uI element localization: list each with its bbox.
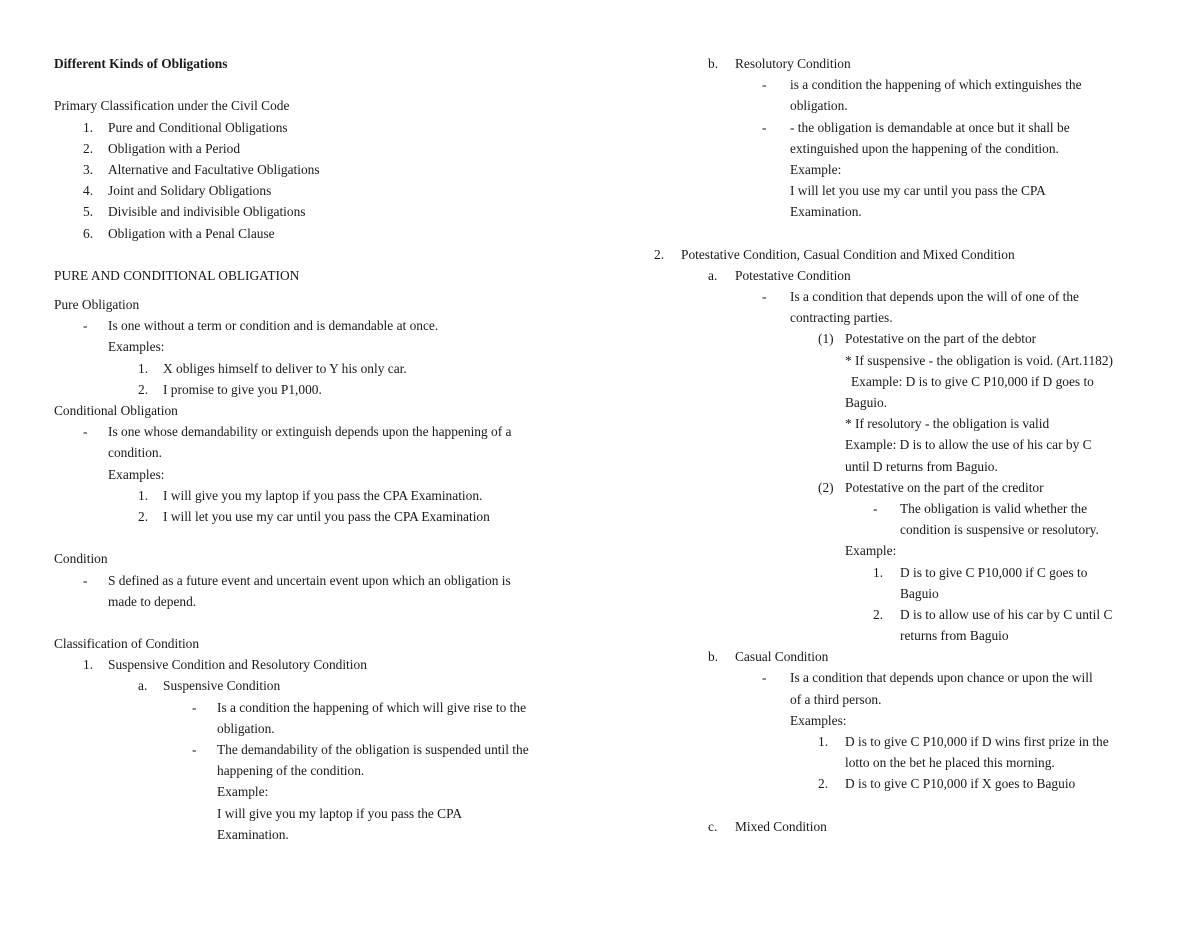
potestative-heading: a. Potestative Condition xyxy=(708,267,851,283)
list-item-cont: condition is suspensive or resolutory. xyxy=(900,522,1099,538)
list-item-cont: Baguio xyxy=(900,585,939,601)
list-item: 1. Pure and Conditional Obligations xyxy=(83,119,288,135)
pure-obligation-heading: Pure Obligation xyxy=(54,297,140,313)
list-item: - Is a condition that depends upon the will of one of the xyxy=(762,289,1079,305)
list-item: 2. I promise to give you P1,000. xyxy=(138,381,322,397)
list-item: 2. I will let you use my car until you pass the CPA Examination xyxy=(138,508,490,524)
list-item: 2. Potestative Condition, Casual Condition and Mixed Condition xyxy=(654,246,1015,262)
pure-obligation-definition: - Is one without a term or condition and is demandable at once. xyxy=(83,318,439,334)
list-item: - - the obligation is demandable at once but it shall be xyxy=(762,119,1070,135)
document-title: Different Kinds of Obligations xyxy=(54,56,228,71)
debtor-resolutory-example: Example: D is to allow the use of his car by C xyxy=(845,437,1092,453)
list-item-cont: extinguished upon the happening of the condition. xyxy=(790,140,1059,156)
list-item-cont: happening of the condition. xyxy=(217,763,365,779)
primary-classification-heading: Primary Classification under the Civil Code xyxy=(54,98,290,114)
example-label: Example: xyxy=(845,543,897,559)
list-item: 1. I will give you my laptop if you pass the CPA Examination. xyxy=(138,487,483,503)
example-text: I will let you use my car until you pass the CPA xyxy=(790,183,1046,199)
example-text-cont: Examination. xyxy=(790,204,862,220)
examples-label: Examples: xyxy=(790,712,847,728)
classification-heading: Classification of Condition xyxy=(54,636,200,652)
list-item: 2. D is to allow use of his car by C until C xyxy=(873,606,1113,622)
list-item: - Is a condition that depends upon chance or upon the will xyxy=(762,670,1093,686)
left-column xyxy=(54,53,594,845)
list-item: - is a condition the happening of which extinguishes the xyxy=(762,77,1082,93)
list-item: 6. Obligation with a Penal Clause xyxy=(83,225,275,241)
list-item: 1. D is to give C P10,000 if D wins first prize in the xyxy=(818,734,1109,749)
list-item: 1. Suspensive Condition and Resolutory Condition xyxy=(83,657,367,673)
example-text: I will give you my laptop if you pass the CPA xyxy=(217,805,462,821)
debtor-heading: (1) Potestative on the part of the debtor xyxy=(818,331,1037,347)
suspensive-heading: a. Suspensive Condition xyxy=(138,678,281,694)
examples-label: Examples: xyxy=(108,339,165,355)
list-item-cont: contracting parties. xyxy=(790,310,893,326)
condition-definition: - S defined as a future event and uncertain event upon which an obligation is xyxy=(83,572,511,588)
conditional-definition: - Is one whose demandability or extinguish depends upon the happening of a xyxy=(83,424,512,440)
list-item: 5. Divisible and indivisible Obligations xyxy=(83,204,306,220)
example-label: Example: xyxy=(790,161,842,177)
list-item-cont: obligation. xyxy=(217,720,275,736)
example-label: Example: xyxy=(217,784,269,800)
casual-heading: b. Casual Condition xyxy=(708,649,829,665)
list-item: 1. X obliges himself to deliver to Y his only car. xyxy=(138,360,407,376)
list-item: 2. D is to give C P10,000 if X goes to Baguio xyxy=(818,776,1076,792)
section-heading: PURE AND CONDITIONAL OBLIGATION xyxy=(54,267,300,283)
mixed-heading: c. Mixed Condition xyxy=(708,818,827,834)
debtor-resolutory: * If resolutory - the obligation is valid xyxy=(845,416,1050,432)
list-item: - The demandability of the obligation is suspended until the xyxy=(192,742,529,757)
conditional-obligation-heading: Conditional Obligation xyxy=(54,403,178,418)
debtor-suspensive: * If suspensive - the obligation is void. (Art.1182) xyxy=(845,352,1114,368)
right-column xyxy=(654,53,1164,837)
condition-heading: Condition xyxy=(54,551,108,567)
list-item: - Is a condition the happening of which will give rise to the xyxy=(192,699,527,715)
resolutory-heading: b. Resolutory Condition xyxy=(708,56,851,71)
list-item: 2. Obligation with a Period xyxy=(83,140,241,156)
example-text-cont: Examination. xyxy=(217,826,289,842)
list-item: 1. D is to give C P10,000 if C goes to xyxy=(873,564,1088,580)
list-item-cont: returns from Baguio xyxy=(900,628,1009,644)
list-item: 4. Joint and Solidary Obligations xyxy=(83,183,272,199)
examples-label: Examples: xyxy=(108,466,165,482)
condition-definition-cont: made to depend. xyxy=(108,593,197,609)
list-item-cont: of a third person. xyxy=(790,691,882,707)
list-item-cont: obligation. xyxy=(790,98,848,114)
debtor-suspensive-example-cont: Baguio. xyxy=(845,395,888,410)
debtor-suspensive-example: Example: D is to give C P10,000 if D goes to xyxy=(851,373,1094,389)
conditional-definition-cont: condition. xyxy=(108,445,162,461)
list-item-cont: lotto on the bet he placed this morning. xyxy=(845,755,1055,771)
creditor-heading: (2) Potestative on the part of the creditor xyxy=(818,479,1044,495)
list-item: - The obligation is valid whether the xyxy=(873,500,1088,516)
debtor-resolutory-example-cont: until D returns from Baguio. xyxy=(845,458,998,474)
list-item: 3. Alternative and Facultative Obligations xyxy=(83,161,320,177)
